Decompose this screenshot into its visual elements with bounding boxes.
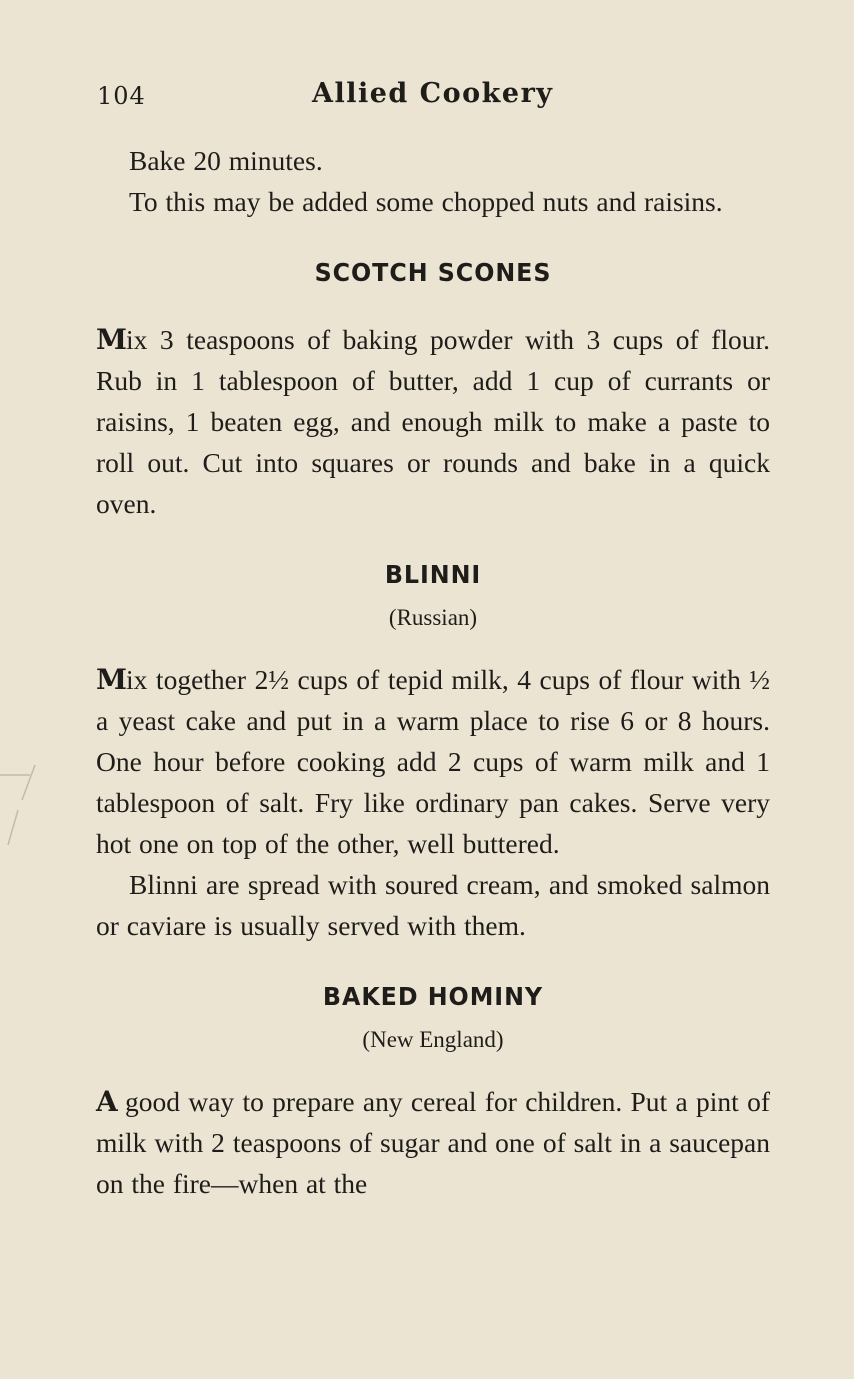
recipe-paragraph	[96, 319, 770, 524]
recipe-text: ix 3 teaspoons of baking powder with 3 cups of flour. Rub in 1 tablespoon of butter, add 1 cup of currants or raisins, 1 beaten egg, and enough milk to make a paste to roll out. Cut into squares or rounds and bake in a quick oven.	[96, 324, 770, 519]
recipe-paragraph	[96, 1081, 770, 1204]
drop-cap: M	[96, 323, 126, 356]
page-number: 104	[97, 82, 146, 110]
recipe-subtitle: (Russian)	[388, 605, 478, 630]
recipe-paragraph: Blinni are spread with soured cream, and smoked salmon or caviare is usually served with them.	[96, 869, 770, 941]
pencil-mark	[0, 760, 40, 850]
recipe-scotch-scones	[96, 258, 770, 524]
recipe-baked-hominy	[96, 982, 770, 1204]
drop-cap: M	[96, 663, 126, 696]
drop-cap: A	[96, 1085, 117, 1118]
recipe-paragraph	[96, 659, 770, 864]
running-title: Allied Cookery	[312, 78, 554, 109]
recipe-subtitle: (New England)	[362, 1027, 504, 1052]
recipe-text: good way to prepare any cereal for children. Put a pint of milk with 2 teaspoons of sugar and one of salt in a saucepan on the fire—when at the	[96, 1086, 770, 1199]
recipe-title: BAKED HOMINY	[322, 982, 544, 1011]
recipe-title: SCOTCH SCONES	[314, 258, 552, 287]
recipe-text: ix together 2½ cups of tepid milk, 4 cups of flour with ½ a yeast cake and put in a warm place to rise 6 or 8 hours. One hour before cooking add 2 cups of warm milk and 1 tablespoon of salt. Fry like ordinary pan cakes. Serve very hot one on top of the other, well buttered.	[96, 664, 770, 859]
page-header	[97, 78, 797, 118]
intro-paragraph: To this may be added some chopped nuts and raisins.	[129, 186, 723, 217]
recipe-blinni	[96, 560, 770, 946]
intro-line: Bake 20 minutes.	[129, 145, 323, 176]
page-body	[96, 140, 770, 1204]
recipe-title: BLINNI	[384, 560, 482, 589]
